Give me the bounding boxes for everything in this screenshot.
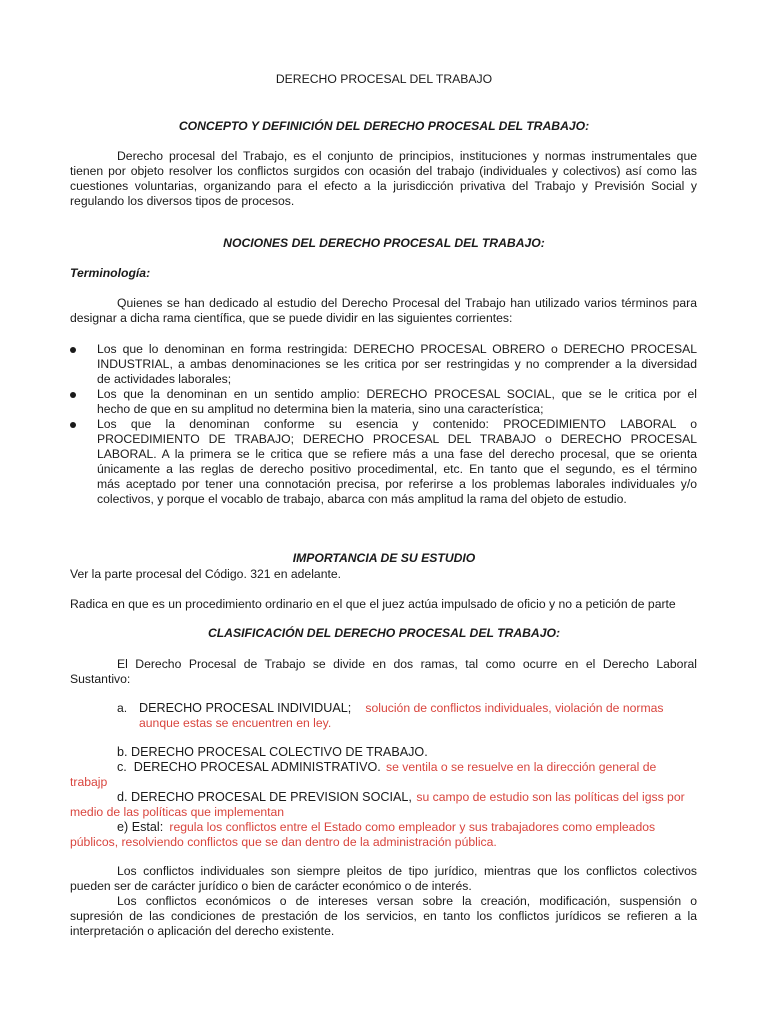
item-e-note-1: regula los conflictos entre el Estado como empleador y sus trabajadores como empleados (166, 820, 656, 834)
heading-concepto: CONCEPTO Y DEFINICIÓN DEL DERECHO PROCESAL DEL TRABAJO: (178, 119, 590, 133)
conflictos-p1-line-1: Los conflictos individuales son siempre pleitos de tipo jurídico, mientras que los conflictos colectivos (117, 864, 697, 878)
bullet-1-line-3: de actividades laborales; (97, 372, 232, 386)
clasificacion-intro-2: Sustantivo: (70, 672, 131, 686)
bullet-marker (70, 392, 76, 398)
heading-importancia: IMPORTANCIA DE SU ESTUDIO (292, 551, 476, 565)
bullet-3-line-6: colectivos, y porque el vocablo de trabajo, abarca con más amplitud la rama del objeto de estudio. (97, 492, 627, 506)
bullet-1-line-1: Los que lo denominan en forma restringida: DERECHO PROCESAL OBRERO o DERECHO PROCESAL (97, 342, 697, 356)
item-a-label: a. (117, 701, 128, 715)
bullet-3-line-1: Los que la denominan conforme su esencia y contenido: PROCEDIMIENTO LABORAL o (97, 417, 697, 431)
heading-clasificacion: CLASIFICACIÓN DEL DERECHO PROCESAL DEL TRABAJO: (207, 626, 561, 640)
importancia-line-2: Radica en que es un procedimiento ordinario en el que el juez actúa impulsado de oficio y no a petición de parte (70, 597, 676, 611)
conflictos-p2-line-2: supresión de las condiciones de prestación de los servicios, en tanto los conflictos jurídicos se refieren a la (70, 909, 697, 923)
item-d-note-1: su campo de estudio son las políticas del igss por (413, 790, 685, 804)
bullet-2-line-2: hecho de que en su amplitud no determina bien la materia, sino una característica; (97, 402, 544, 416)
bullet-2-line-1: Los que la denominan en un sentido amplio: DERECHO PROCESAL SOCIAL, que se le critica por el (97, 387, 697, 401)
document-title: DERECHO PROCESAL DEL TRABAJO (275, 72, 493, 86)
item-b: b. DERECHO PROCESAL COLECTIVO DE TRABAJO. (117, 745, 428, 759)
bullet-1-line-2: INDUSTRIAL, a ambas denominaciones se les critica por ser restringidas y no comprender a la diversidad (97, 357, 697, 371)
item-a-note-2: aunque estas se encuentren en ley. (139, 716, 332, 730)
terminologia-line-2: designar a dicha rama científica, que se puede dividir en las siguientes corrientes: (70, 311, 513, 325)
heading-nociones: NOCIONES DEL DERECHO PROCESAL DEL TRABAJO: (223, 236, 545, 250)
item-e-title: e) Estal: (117, 820, 164, 834)
conflictos-p2-line-3: interpretación o aplicación del derecho existente. (70, 924, 335, 938)
importancia-line-1: Ver la parte procesal del Código. 321 en adelante. (70, 567, 342, 581)
item-e-note-2: públicos, resolviendo conflictos que se dan dentro de la administración pública. (70, 835, 497, 849)
bullet-marker (70, 422, 76, 428)
item-c-note-1: se ventila o se resuelve en la dirección general de (386, 760, 657, 774)
subheading-terminologia: Terminología: (70, 266, 151, 280)
clasificacion-intro-1: El Derecho Procesal de Trabajo se divide en dos ramas, tal como ocurre en el Derecho Laboral (117, 657, 697, 671)
item-c-title: c. DERECHO PROCESAL ADMINISTRATIVO. (117, 760, 381, 774)
bullet-3-line-5: más aceptado por tener una connotación precisa, por referirse a los problemas laborales individuales y/o (97, 477, 697, 491)
item-c-note-2: trabajp (70, 775, 108, 789)
bullet-marker (70, 347, 76, 353)
concepto-line-4: regulando los diversos tipos de procesos. (70, 194, 295, 208)
concepto-line-3: cuestiones voluntarias, organizando para el efecto a la jurisdicción privativa del Trabajo y Previsión Social y (70, 179, 697, 193)
concepto-line-2: tienen por objeto resolver los conflictos surgidos con ocasión del trabajo (individuales y colectivos) así como las (70, 164, 697, 178)
conflictos-p2-line-1: Los conflictos económicos o de intereses versan sobre la creación, modificación, suspensión o (117, 894, 697, 908)
terminologia-line-1: Quienes se han dedicado al estudio del Derecho Procesal del Trabajo han utilizado varios términos para (117, 296, 697, 310)
item-a-note-1: solución de conflictos individuales, violación de normas (362, 701, 664, 715)
concepto-line-1: Derecho procesal del Trabajo, es el conjunto de principios, instituciones y normas instrumentales que (117, 149, 697, 163)
item-d-note-2: medio de las políticas que implementan (70, 805, 285, 819)
conflictos-p1-line-2: pueden ser de carácter jurídico o bien de carácter económico o de interés. (70, 879, 472, 893)
bullet-3-line-4: únicamente a las reglas de derecho positivo procedimental, etc. En tanto que el segundo, es el término (97, 462, 697, 476)
bullet-3-line-3: LABORAL. A la primera se le critica que se refiere más a una fase del derecho procesal, que se orienta (97, 447, 697, 461)
bullet-3-line-2: PROCEDIMIENTO DE TRABAJO; DERECHO PROCESAL DEL TRABAJO o DERECHO PROCESAL (97, 432, 697, 446)
item-d-title: d. DERECHO PROCESAL DE PREVISION SOCIAL, (117, 790, 412, 804)
item-a-title: DERECHO PROCESAL INDIVIDUAL; (139, 701, 352, 715)
